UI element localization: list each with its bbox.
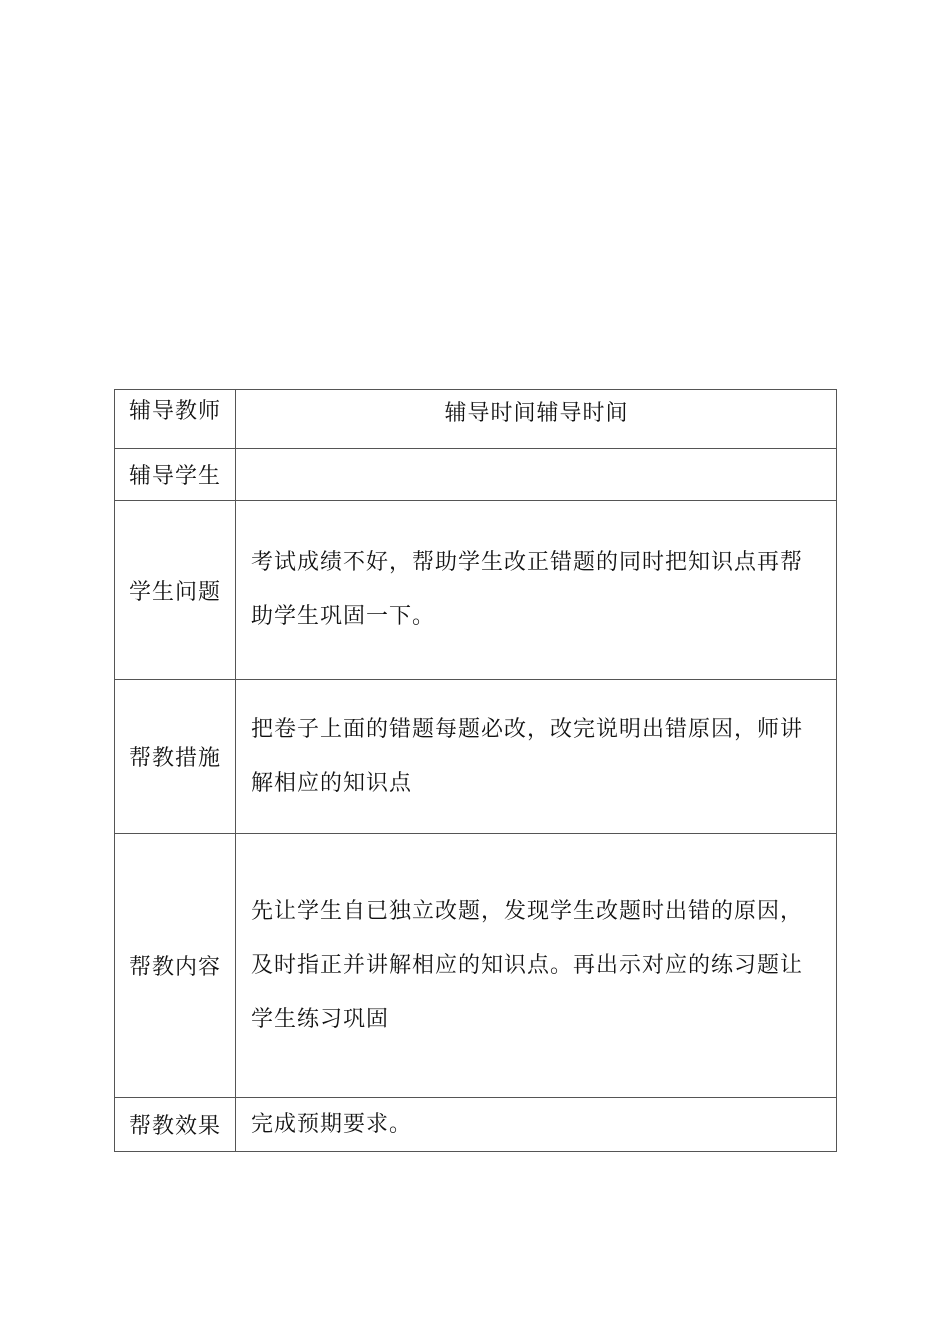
table-row-effect (115, 1098, 837, 1152)
table-row-problem (115, 501, 837, 680)
table-row-teacher (115, 390, 837, 449)
problem-label: 学生问题 (115, 501, 236, 680)
measures-label: 帮教措施 (115, 680, 236, 834)
teacher-label: 辅导教师 (115, 390, 236, 449)
student-value (236, 449, 837, 501)
tutoring-record-table (114, 389, 837, 1152)
table-row-content (115, 834, 837, 1098)
effect-label: 帮教效果 (115, 1098, 236, 1152)
student-label: 辅导学生 (115, 449, 236, 501)
table-row-measures (115, 680, 837, 834)
measures-value: 把卷子上面的错题每题必改，改完说明出错原因，师讲解相应的知识点 (236, 680, 837, 834)
effect-value: 完成预期要求。 (236, 1098, 837, 1152)
teacher-value: 辅导时间辅导时间 (236, 390, 837, 449)
table-row-student (115, 449, 837, 501)
content-value: 先让学生自已独立改题，发现学生改题时出错的原因，及时指正并讲解相应的知识点。再出示对应的练习题让学生练习巩固 (236, 834, 837, 1098)
problem-value: 考试成绩不好，帮助学生改正错题的同时把知识点再帮助学生巩固一下。 (236, 501, 837, 680)
content-label: 帮教内容 (115, 834, 236, 1098)
